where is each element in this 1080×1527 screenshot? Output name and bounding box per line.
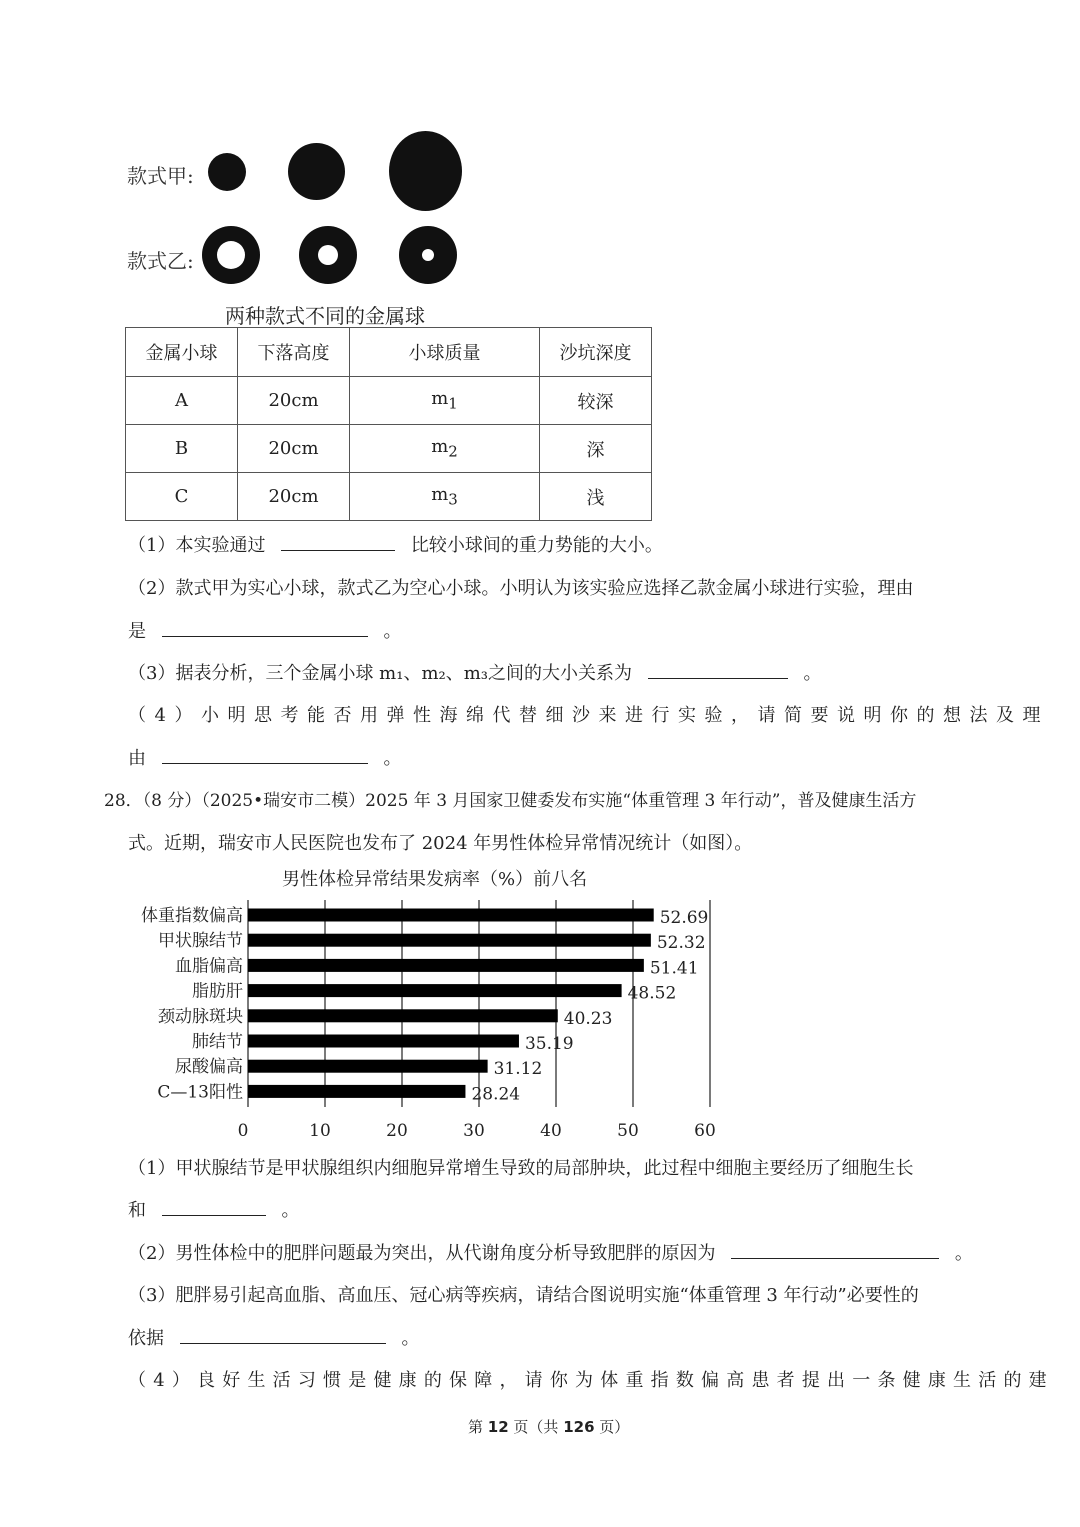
table-header-row xyxy=(126,328,652,377)
table-header-cell: 下落高度 xyxy=(238,328,350,377)
table-cell-depth: 较深 xyxy=(540,377,652,425)
page-number: 12 xyxy=(487,1418,509,1436)
bar xyxy=(248,1035,519,1048)
answer-blank[interactable] xyxy=(731,1240,939,1259)
category-label: 尿酸偏高 xyxy=(175,1057,243,1078)
value-label: 52.69 xyxy=(659,908,709,928)
mass-symbol: m xyxy=(431,436,449,458)
x-tick-label: 20 xyxy=(386,1121,408,1141)
table-cell-depth: 深 xyxy=(540,425,652,473)
hollow-ball-small-hole xyxy=(399,226,457,284)
bar xyxy=(248,1060,488,1073)
figure-caption: 两种款式不同的金属球 xyxy=(225,304,425,328)
q28-part4-line1: （4）良好生活习惯是健康的保障，请你为体重指数偏高患者提出一条健康生活的建 xyxy=(128,1370,1054,1391)
q27-part3-text: （3）据表分析，三个金属小球 m₁、m₂、m₃之间的大小关系为 xyxy=(128,663,633,684)
value-label: 48.52 xyxy=(627,983,677,1004)
x-tick-label: 50 xyxy=(617,1121,639,1141)
period: 。 xyxy=(383,621,402,642)
q28-stem-line1: 28．（8 分）（2025•瑞安市二模）2025 年 3 月国家卫健委发布实施“体重管理 3 年行动”，普及健康生活方 xyxy=(104,791,917,811)
period: 。 xyxy=(803,663,822,684)
q28-part3-text: 依据 xyxy=(128,1328,164,1349)
footer-prefix: 第 xyxy=(468,1418,488,1436)
table-row xyxy=(126,377,652,425)
value-label: 51.41 xyxy=(649,958,699,979)
solid-ball-medium xyxy=(288,143,345,200)
table-cell-mass xyxy=(350,473,540,521)
table-cell-height: 20cm xyxy=(238,425,350,473)
category-label: 体重指数偏高 xyxy=(141,906,243,926)
q27-part1-text-b: 比较小球间的重力势能的大小。 xyxy=(410,535,663,556)
answer-blank[interactable] xyxy=(162,618,368,637)
q27-part1-text-a: （1）本实验通过 xyxy=(128,535,266,556)
style-a-label: 款式甲: xyxy=(127,164,194,188)
q28-part1-text: 和 xyxy=(128,1200,146,1221)
category-label: 脂肪肝 xyxy=(192,981,243,1002)
footer-middle: 页（共 xyxy=(508,1418,564,1436)
hollow-ball-hole xyxy=(318,245,338,265)
solid-ball-large xyxy=(389,131,462,211)
category-label: 颈动脉斑块 xyxy=(158,1006,243,1027)
table-cell-mass xyxy=(350,377,540,425)
q27-part2-line2 xyxy=(128,617,401,643)
mass-subscript: 3 xyxy=(448,490,458,509)
answer-blank[interactable] xyxy=(648,660,788,679)
bar xyxy=(248,1085,465,1098)
q28-part3-line1: （3）肥胖易引起高血脂、高血压、冠心病等疾病，请结合图说明实施“体重管理 3 年行动”必要性的 xyxy=(128,1285,919,1306)
value-label: 40.23 xyxy=(563,1008,613,1029)
q27-part4-line2 xyxy=(128,744,401,770)
q27-part4-text: 由 xyxy=(128,748,146,769)
experiment-table xyxy=(125,327,652,521)
category-label: 甲状腺结节 xyxy=(158,931,243,952)
period: 。 xyxy=(954,1243,973,1264)
table-cell-depth: 浅 xyxy=(540,473,652,521)
mass-subscript: 1 xyxy=(448,394,458,413)
table-cell-mass xyxy=(350,425,540,473)
mass-symbol: m xyxy=(431,484,449,506)
table-cell-ball: C xyxy=(126,473,238,521)
hollow-ball-hole xyxy=(422,249,434,261)
q28-part1-line2 xyxy=(128,1196,299,1222)
answer-blank[interactable] xyxy=(180,1325,386,1344)
bar xyxy=(248,1009,558,1022)
answer-blank[interactable] xyxy=(162,745,368,764)
q27-part2-text: 是 xyxy=(128,621,146,642)
q27-part3 xyxy=(128,659,822,685)
hollow-ball-large-hole xyxy=(202,226,260,284)
table-header-cell: 沙坑深度 xyxy=(540,328,652,377)
table-cell-ball: B xyxy=(126,425,238,473)
table-header-cell: 金属小球 xyxy=(126,328,238,377)
style-b-label: 款式乙: xyxy=(127,249,194,273)
table-cell-height: 20cm xyxy=(238,377,350,425)
q27-part2-line1: （2）款式甲为实心小球，款式乙为空心小球。小明认为该实验应选择乙款金属小球进行实验，理由 xyxy=(128,578,914,599)
period: 。 xyxy=(281,1200,300,1221)
footer-suffix: 页） xyxy=(594,1418,630,1436)
q28-part2-text: （2）男性体检中的肥胖问题最为突出，从代谢角度分析导致肥胖的原因为 xyxy=(128,1243,716,1264)
q28-part3-line2 xyxy=(128,1324,419,1350)
q28-part1-line1: （1）甲状腺结节是甲状腺组织内细胞异常增生导致的局部肿块，此过程中细胞主要经历了细胞生长 xyxy=(128,1158,914,1179)
page-footer xyxy=(468,1416,629,1437)
value-label: 28.24 xyxy=(471,1084,521,1105)
q27-part1 xyxy=(128,531,663,557)
bar xyxy=(248,934,651,947)
q28-stem-line2: 式。近期，瑞安市人民医院也发布了 2024 年男性体检异常情况统计（如图）。 xyxy=(128,833,753,854)
category-label: 肺结节 xyxy=(192,1032,243,1052)
chart-title: 男性体检异常结果发病率（%）前八名 xyxy=(282,869,588,890)
value-label: 52.32 xyxy=(656,933,706,954)
q27-part4-line1: （4）小明思考能否用弹性海绵代替细沙来进行实验，请简要说明你的想法及理 xyxy=(128,705,1049,726)
answer-blank[interactable] xyxy=(281,532,395,551)
table-cell-height: 20cm xyxy=(238,473,350,521)
hollow-ball-medium-hole xyxy=(299,226,357,284)
x-tick-label: 30 xyxy=(463,1121,485,1141)
q28-part2 xyxy=(128,1239,973,1265)
hollow-ball-hole xyxy=(217,241,245,269)
period: 。 xyxy=(401,1328,420,1349)
table-row xyxy=(126,473,652,521)
answer-blank[interactable] xyxy=(162,1197,266,1216)
bar xyxy=(248,984,622,997)
mass-symbol: m xyxy=(431,388,449,410)
x-tick-label: 10 xyxy=(309,1121,331,1141)
bar xyxy=(248,959,644,972)
x-tick-label: 40 xyxy=(540,1121,562,1141)
bar-chart xyxy=(0,895,1080,1155)
value-label: 31.12 xyxy=(493,1059,543,1080)
period: 。 xyxy=(383,748,402,769)
bar xyxy=(248,909,654,922)
table-cell-ball: A xyxy=(126,377,238,425)
table-row xyxy=(126,425,652,473)
solid-ball-small xyxy=(208,153,246,191)
value-label: 35.19 xyxy=(524,1034,574,1054)
table-header-cell: 小球质量 xyxy=(350,328,540,377)
x-tick-label: 60 xyxy=(694,1121,716,1141)
category-label: 血脂偏高 xyxy=(175,956,243,977)
mass-subscript: 2 xyxy=(448,442,458,461)
total-pages: 126 xyxy=(563,1418,595,1436)
category-label: C—13阳性 xyxy=(157,1082,243,1103)
x-tick-label: 0 xyxy=(237,1121,249,1141)
